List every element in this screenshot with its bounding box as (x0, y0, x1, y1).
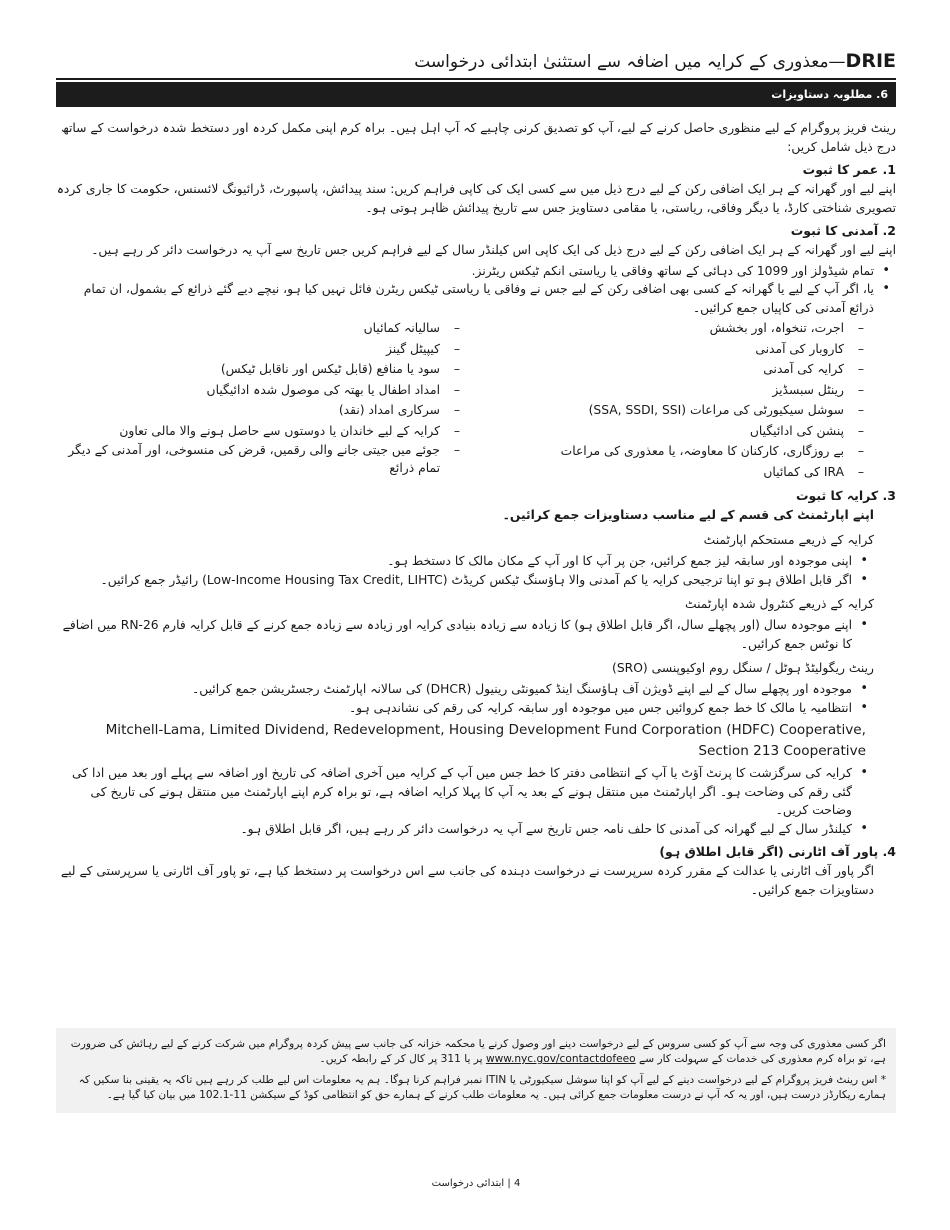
rent-sro-title: رینٹ ریگولیٹڈ ہوٹل / سنگل روم اوکیوپنسی (SRO) (612, 661, 874, 675)
income-source-item: – سالیانہ کمائیاں (56, 318, 460, 339)
footer-label: ابتدائی درخواست (431, 1178, 505, 1189)
list-item: • اپنے موجودہ سال (اور پچھلے سال، اگر قابل اطلاق ہو) کا زیادہ سے زیادہ بنیادی کرایہ اور زیادہ سے زیادہ جمع کرنے کے قابل کرایہ فارم RN-26 میں اضافے کا نوٹس جمع کرائیں۔ (56, 616, 852, 653)
rent-controlled-bullets (56, 616, 896, 653)
form-title (56, 48, 896, 80)
poa-heading: 4. پاور آف اٹارنی (اگر قابل اطلاق ہو) (659, 844, 896, 859)
income-sources-left-column (56, 318, 460, 482)
age-heading: 1. عمر کا ثبوت (802, 162, 896, 177)
income-source-item: – سود یا منافع (قابل ٹیکس اور ناقابل ٹیکس) (56, 359, 460, 380)
list-item: • کرایہ کی سرگزشت کا پرنٹ آؤٹ یا آپ کے انتظامی دفتر کا خط جس میں آپ کے کرایہ میں آخری اضافہ کی تاریخ اور اضافہ سے پہلے اور بعد میں ادا کی گئی رقم کی وضاحت ہو۔ اگر اپارٹمنٹ میں منتقل ہونے کے بعد یہ آپ کا پہلا کرایہ اضافہ ہے، تو براہ کرم اپنے اپارٹمنٹ میں منتقل ہونے کی تاریخ کی وضاحت کریں۔ (56, 764, 852, 820)
form-title-text: —معذوری کے کرایہ میں اضافہ سے استثنیٰ ابتدائی درخواست (414, 52, 846, 72)
income-bullets (56, 262, 896, 318)
privacy-note: * اس رینٹ فریز پروگرام کے لیے درخواست دینے کے لیے آپ کو اپنا سوشل سیکیورٹی یا ITIN نمبر فراہم کرنا ہوگا۔ ہم یہ معلومات اس لیے طلب کر رہے ہیں تاکہ یہ یقینی بنا سکیں کہ ہمارے ریکارڈز درست ہیں، اور یہ کہ آپ نے درست معلومات جمع کرائی ہیں۔ یہ معلومات طلب کرنے کے ہمارے حق کو انتظامی کوڈ کے سیکشن 11-102.1 میں بیان کیا گیا ہے۔ (78, 1074, 886, 1101)
list-item: • انتظامیہ یا مالک کا خط جمع کروائیں جس میں موجودہ اور سابقہ کرایہ کی رقم کی نشاندہی ہو۔ (56, 699, 852, 718)
list-item: • تمام شیڈولز اور 1099 کی دہائی کے ساتھ وفاقی یا ریاستی انکم ٹیکس ریٹرنز. (56, 262, 874, 281)
list-item: • موجودہ اور پچھلے سال کے لیے اپنے ڈویژن آف ہاؤسنگ اینڈ کمیونٹی رینیول (DHCR) کی سالانہ اپارٹمنٹ رجسٹریشن جمع کرائیں۔ (56, 680, 852, 699)
rent-sro-bullets (56, 680, 896, 717)
age-text: اپنے لیے اور گھرانہ کے ہر ایک اضافی رکن کے لیے درج ذیل میں سے کسی ایک کی کاپی فراہم کریں: سند پیدائش، پاسپورٹ، ڈرائیونگ لائسنس، حکومت کا جاری کردہ تصویری شناختی کارڈ، یا دیگر وفاقی، ریاستی، یا مقامی دستاویز جس سے تاریخ پیدائش ظاہر ہوتی ہو۔ (56, 182, 896, 215)
income-source-item: – پنشن کی ادائیگیاں (460, 421, 864, 442)
rent-mitchell-title: Mitchell-Lama, Limited Dividend, Redevelopment, Housing Development Fund Corporation (HDFC) Cooperative, Section 213 Cooperative (105, 722, 866, 759)
rent-heading: 3. کرایہ کا ثبوت (795, 488, 896, 503)
section-header-bar: 6. مطلوبہ دستاویزات (56, 82, 896, 107)
income-source-item: – کرایہ کے لیے خاندان یا دوستوں سے حاصل ہونے والا مالی تعاون (56, 421, 460, 442)
footer-separator: | (507, 1178, 511, 1189)
income-text: اپنے لیے اور گھرانہ کے ہر ایک اضافی رکن کے لیے درج ذیل کی ایک کاپی اس کیلنڈر سال کے لیے فراہم کریں جس تاریخ سے آپ یہ درخواست دائر کر رہے ہیں۔ (91, 243, 896, 257)
income-heading: 2. آمدنی کا ثبوت (790, 223, 896, 238)
income-source-item: – کاروبار کی آمدنی (460, 339, 864, 360)
intro-paragraph: رینٹ فریز پروگرام کے لیے منظوری حاصل کرنے کے لیے، آپ کو تصدیق کرنی چاہیے کہ آپ اہل ہیں۔ براہ کرم اپنی مکمل کردہ اور دستخط شدہ درخواست کے ساتھ درج ذیل شامل کریں: (61, 121, 896, 154)
income-source-item: – جوئے میں جیتی جانے والی رقمیں، قرض کی منسوخی، اور آمدنی کے دیگر تمام ذرائع (56, 441, 460, 477)
rent-stabilized-title: کرایہ کے ذریعے مستحکم اپارٹمنٹ (703, 533, 874, 547)
document-page (56, 48, 896, 1208)
list-item: • اگر قابل اطلاق ہو تو اپنا ترجیحی کرایہ یا کم آمدنی والا ہاؤسنگ ٹیکس کریڈٹ (Low-Income Housing Tax Credit, LIHTC) رائیڈر جمع کرائیں۔ (56, 571, 852, 590)
income-source-item: – IRA کی کمائیاں (460, 462, 864, 483)
income-source-item: – کیپیٹل گینز (56, 339, 460, 360)
accessibility-note-before: اگر کسی معذوری کی وجہ سے آپ کو کسی سروس کے لیے درخواست دینے اور وصول کرنے یا محکمہ خزانہ کی جانب سے پیش کردہ پروگرام میں شرکت کرنے کے لیے رہائش کی ضرورت ہے، تو براہ کرم معذوری کی خدمات کے سہولت کار سے (70, 1038, 886, 1065)
income-source-item: – بے روزگاری، کارکنان کا معاوضہ، یا معذوری کی مراعات (460, 441, 864, 462)
list-item: • یا، اگر آپ کے لیے یا گھرانہ کے کسی بھی اضافی رکن کے لیے جس نے وفاقی یا ریاستی ٹیکس ریٹرن فائل نہیں کیا ہو، نیچے دیے گئے ذرائع کے بشمول، ان تمام ذرائع آمدنی کی کاپیاں جمع کرائیں۔ (56, 280, 874, 317)
notes-box (56, 1028, 896, 1113)
contact-link[interactable]: www.nyc.gov/contactdofeeo (485, 1053, 636, 1065)
income-sources-right-column (460, 318, 864, 482)
income-source-item: – رینٹل سبسڈیز (460, 380, 864, 401)
page-footer (56, 1178, 896, 1189)
accessibility-note (66, 1037, 886, 1067)
list-item: • اپنی موجودہ اور سابقہ لیز جمع کرائیں، جن پر آپ کا اور آپ کے مکان مالک کا دستخط ہو۔ (56, 552, 852, 571)
rent-subheading: اپنے اپارٹمنٹ کی قسم کے لیے مناسب دستاویزات جمع کرائیں۔ (502, 508, 874, 522)
form-title-code: DRIE (845, 50, 896, 72)
income-source-item: – امداد اطفال یا بھتہ کی موصول شدہ ادائیگیاں (56, 380, 460, 401)
rent-controlled-title: کرایہ کے ذریعے کنٹرول شدہ اپارٹمنٹ (685, 597, 874, 611)
income-source-item: – کرایہ کی آمدنی (460, 359, 864, 380)
income-sources (56, 318, 896, 482)
rent-stabilized-bullets (56, 552, 896, 589)
income-source-item: – سوشل سیکیورٹی کی مراعات (SSA, SSDI, SSI) (460, 400, 864, 421)
rent-mitchell-bullets (56, 764, 896, 838)
list-item: • کیلنڈر سال کے لیے گھرانہ کی آمدنی کا حلف نامہ جس تاریخ سے آپ یہ درخواست دائر کر رہے ہیں، اگر قابل اطلاق ہو۔ (56, 820, 852, 839)
poa-text: اگر پاور آف اٹارنی یا عدالت کے مقرر کردہ سرپرست نے درخواست دہندہ کی جانب سے اس درخواست پر دستخط کیا ہے، تو پاور آف اٹارنی یا سرپرستی کے لیے دستاویزات جمع کرائیں۔ (60, 864, 874, 897)
accessibility-note-after: پر یا 311 پر کال کر کے رابطہ کریں۔ (319, 1053, 483, 1065)
income-source-item: – سرکاری امداد (نقد) (56, 400, 460, 421)
income-source-item: – اجرت، تنخواہ، اور بخشش (460, 318, 864, 339)
page-number: 4 (513, 1178, 521, 1189)
